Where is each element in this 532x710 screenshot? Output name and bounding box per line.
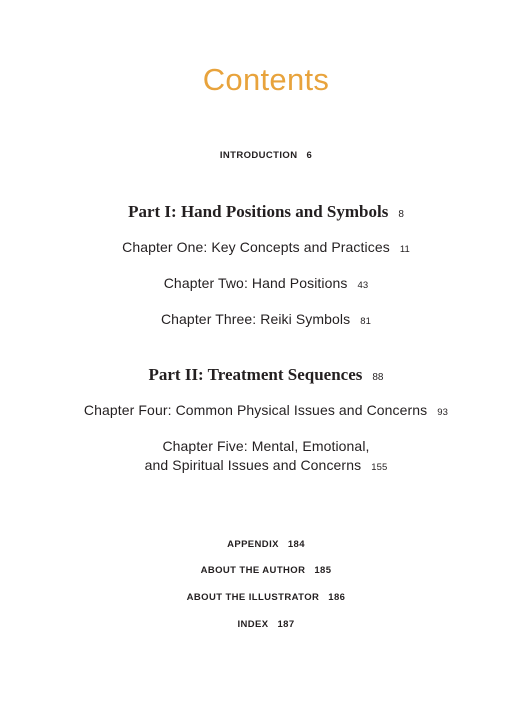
toc-part-label: Part II: Treatment Sequences [148,365,363,384]
toc-entry-introduction[interactable] [0,150,532,161]
toc-chapter-five[interactable] [0,437,532,477]
toc-chapter-label: Chapter Two: Hand Positions [163,275,348,291]
toc-entry-about-author[interactable] [0,565,532,576]
toc-chapter-label: Chapter Four: Common Physical Issues and Concerns [83,402,428,418]
toc-page-number: 11 [399,244,410,255]
toc-chapter-label-line-2: and Spiritual Issues and Concerns [144,457,362,473]
toc-page-number: 81 [360,316,372,327]
toc-page-number: 187 [277,619,295,630]
toc-entry-about-illustrator[interactable] [0,592,532,603]
toc-entry-index[interactable] [0,619,532,630]
toc-page-number: 184 [287,539,305,550]
toc-part-1[interactable] [0,202,532,222]
toc-page-number: 185 [314,565,332,576]
toc-entry-label: INDEX [237,619,269,630]
toc-chapter-two[interactable] [0,275,532,291]
toc-entry-label: APPENDIX [227,539,279,550]
toc-chapter-label-line-1: Chapter Five: Mental, Emotional, [162,438,370,454]
toc-chapter-label: Chapter Three: Reiki Symbols [160,311,351,327]
toc-entry-label: ABOUT THE AUTHOR [200,565,306,576]
toc-page-number: 88 [372,372,384,383]
toc-page-number: 155 [371,462,388,473]
toc-chapter-label: Chapter One: Key Concepts and Practices [122,239,390,255]
toc-page-number: 8 [398,209,404,220]
toc-part-label: Part I: Hand Positions and Symbols [128,202,389,221]
toc-entry-label: ABOUT THE ILLUSTRATOR [186,592,320,603]
page-title: Contents [202,62,330,97]
toc-chapter-three[interactable] [0,311,532,327]
toc-entry-label: INTRODUCTION [219,150,298,161]
toc-page-number: 6 [306,150,313,161]
toc-part-2[interactable] [0,365,532,385]
toc-page-number: 186 [328,592,346,603]
toc-page-number: 43 [357,280,369,291]
toc-chapter-one[interactable] [0,239,532,255]
toc-page-number: 93 [437,407,449,418]
toc-chapter-four[interactable] [0,402,532,418]
toc-entry-appendix[interactable] [0,539,532,550]
